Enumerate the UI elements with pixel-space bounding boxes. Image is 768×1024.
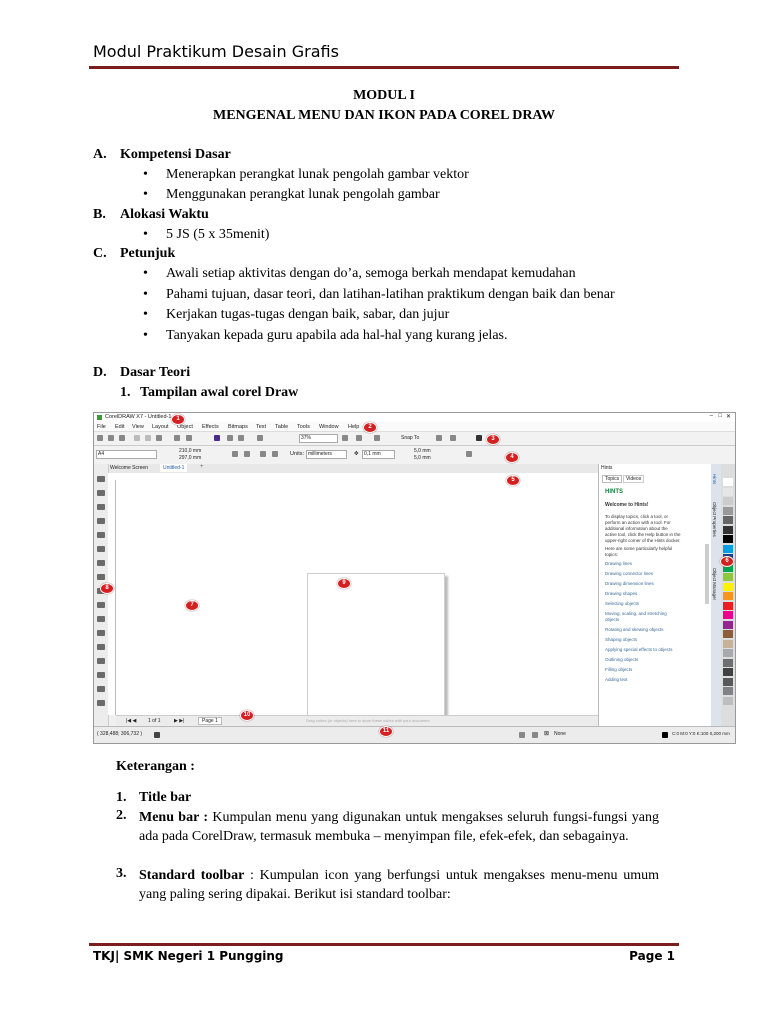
play-icon[interactable] (154, 732, 160, 738)
no-fill-icon: ⊠ (544, 731, 550, 737)
smart-fill-tool-icon[interactable] (97, 700, 105, 706)
docker-title: Hints (601, 465, 613, 471)
hint-link[interactable]: Drawing lines (605, 561, 633, 566)
shape-tool-icon[interactable] (97, 490, 105, 496)
section-c-item: • Awali setiap aktivitas dengan do’a, semoga berkah mendapat kemudahan (166, 266, 576, 282)
section-a-title: Kompetensi Dasar (120, 147, 231, 162)
tab-untitled-1[interactable]: Untitled-1 (160, 464, 187, 472)
hint-link[interactable]: Moving, scaling, and stretching (605, 611, 667, 616)
status-bar (94, 726, 735, 744)
toolbox (94, 464, 109, 726)
section-d-sub-title: Tampilan awal corel Draw (140, 385, 299, 400)
callout-marker: 1 (171, 414, 185, 425)
section-d-title: Dasar Teori (120, 365, 191, 380)
palette-swatch[interactable] (723, 668, 733, 676)
module-title: MENGENAL MENU DAN IKON PADA COREL DRAW (213, 108, 555, 123)
section-b-letter: B. (93, 207, 106, 222)
interactive-fill-tool-icon[interactable] (97, 686, 105, 692)
connector-tool-icon[interactable] (97, 630, 105, 636)
section-d-sub-number: 1. (120, 385, 131, 400)
duplicate-y-field[interactable]: 5,0 mm (414, 455, 431, 461)
hints-intro-line: Here are some particularly helpful (605, 546, 673, 551)
palette-swatch[interactable] (723, 687, 733, 695)
fill-status: None (554, 731, 566, 737)
palette-swatch[interactable] (723, 630, 733, 638)
page-header: Modul Praktikum Desain Grafis (93, 42, 339, 61)
cursor-coordinates: ( 328,488; 306,732 ) (97, 731, 143, 737)
coreldraw-screenshot (93, 412, 736, 744)
hint-link[interactable]: objects (605, 617, 620, 622)
color-eyedropper-tool-icon[interactable] (97, 672, 105, 678)
parallel-dimension-tool-icon[interactable] (97, 616, 105, 622)
show-grid-icon[interactable] (374, 435, 380, 441)
drop-shadow-tool-icon[interactable] (97, 644, 105, 650)
palette-swatch[interactable] (723, 516, 733, 524)
item-number: 2. (116, 808, 127, 823)
rectangle-tool-icon[interactable] (97, 560, 105, 566)
freehand-tool-icon[interactable] (97, 532, 105, 538)
portrait-icon[interactable] (232, 451, 238, 457)
section-c-item: • Kerjakan tugas-tugas dengan baik, sabar, dan jujur (166, 307, 449, 323)
add-tab-icon[interactable]: + (200, 464, 204, 470)
menu-text[interactable]: Text (256, 424, 267, 430)
hints-intro-line: additional information about the (605, 526, 668, 531)
palette-swatch[interactable] (723, 659, 733, 667)
outline-swatch-icon (662, 732, 668, 738)
color-palette (721, 464, 735, 726)
zoom-tool-icon[interactable] (97, 518, 105, 524)
callout-marker: 3 (486, 434, 500, 445)
page-height-field[interactable]: 297,0 mm (179, 455, 202, 461)
outline-status: C:0 M:0 Y:0 K:100 0,200 mm (672, 731, 730, 736)
menu-effects[interactable]: Effects (202, 424, 219, 430)
hints-docker (598, 464, 712, 726)
hint-link[interactable]: Shaping objects (605, 637, 638, 642)
item-paragraph (139, 866, 659, 904)
callout-marker: 9 (337, 578, 351, 589)
drawing-window[interactable] (116, 480, 598, 715)
item-description: : Kumpulan icon yang berfungsi untuk mengakses menu-menu umum yang paling sering dipakai. Berikut isi standard toolbar: (139, 868, 660, 902)
item-term: Menu bar : (139, 810, 209, 825)
page-width-field[interactable]: 210,0 mm (179, 448, 202, 454)
app-icon (97, 415, 102, 420)
menu-window[interactable]: Window (319, 424, 339, 430)
menu-object[interactable]: Object (177, 424, 193, 430)
maximize-icon[interactable]: □ (718, 413, 722, 419)
cut-icon[interactable] (134, 435, 140, 441)
hints-intro-line: active tool, click the Help button in the (605, 532, 681, 537)
new-icon[interactable] (97, 435, 103, 441)
palette-swatch[interactable] (723, 478, 733, 486)
palette-swatch[interactable] (723, 573, 733, 581)
undo-icon[interactable] (174, 435, 180, 441)
paste-icon[interactable] (156, 435, 162, 441)
page-setup-icon[interactable] (466, 451, 472, 457)
palette-swatch[interactable] (723, 507, 733, 515)
palette-swatch[interactable] (723, 640, 733, 648)
hints-intro-line: To display topics, click a tool, or (605, 514, 669, 519)
item-number: 3. (116, 866, 127, 881)
hints-intro-line: perform an action with a tool. For (605, 520, 671, 525)
window-title: CorelDRAW X7 - Untitled-1 (105, 414, 172, 420)
section-a-item: • Menerapkan perangkat lunak pengolah gambar vektor (166, 167, 469, 183)
module-number: MODUL I (353, 88, 415, 103)
callout-marker: 6 (720, 556, 734, 567)
menu-layout[interactable]: Layout (152, 424, 169, 430)
hint-link[interactable]: Outlining objects (605, 657, 639, 662)
property-bar (94, 446, 735, 465)
full-screen-icon[interactable] (342, 435, 348, 441)
menu-help[interactable]: Help (348, 424, 360, 430)
palette-swatch[interactable] (723, 592, 733, 600)
section-a-item: • Menggunakan perangkat lunak pengolah gambar (166, 187, 440, 203)
hint-link[interactable]: Applying special effects to objects (605, 647, 673, 652)
footer-page-number: Page 1 (629, 949, 675, 963)
palette-swatch[interactable] (723, 583, 733, 591)
page-counter: 1 of 1 (148, 718, 161, 724)
zoom-level-field[interactable]: 37% (299, 434, 338, 443)
section-c-letter: C. (93, 246, 107, 261)
hint-link[interactable]: Selecting objects (605, 601, 640, 606)
hint-link[interactable]: Drawing shapes (605, 591, 638, 596)
close-icon[interactable]: ✕ (725, 414, 731, 420)
export-icon[interactable] (238, 435, 244, 441)
side-tab-hints[interactable]: Hints (712, 474, 717, 485)
pick-tool-icon[interactable] (97, 476, 105, 482)
footer-left: TKJ| SMK Negeri 1 Pungging (93, 949, 284, 963)
show-rulers-icon[interactable] (356, 435, 362, 441)
copy-icon[interactable] (145, 435, 151, 441)
callout-marker: 2 (363, 422, 377, 433)
all-pages-icon[interactable] (260, 451, 266, 457)
docker-side-tabs (711, 464, 721, 726)
section-c-item: • Tanyakan kepada guru apabila ada hal-hal yang kurang jelas. (166, 328, 507, 344)
save-icon[interactable] (119, 435, 125, 441)
palette-swatch[interactable] (723, 488, 733, 496)
vertical-ruler (108, 480, 116, 715)
hint-link[interactable]: Drawing dimension lines (605, 581, 654, 586)
artistic-media-tool-icon[interactable] (97, 546, 105, 552)
callout-marker: 4 (505, 452, 519, 463)
callout-marker: 7 (185, 600, 199, 611)
palette-swatch[interactable] (723, 602, 733, 610)
section-a-letter: A. (93, 147, 107, 162)
publish-pdf-icon[interactable] (257, 435, 263, 441)
nudge-distance-field[interactable]: 0,1 mm (362, 450, 395, 459)
section-c-title: Petunjuk (120, 246, 176, 261)
tab-page-1[interactable]: Page 1 (198, 717, 222, 725)
section-c-item: • Pahami tujuan, dasar teori, dan latihan-latihan praktikum dengan baik dan benar (166, 287, 615, 303)
transparency-tool-icon[interactable] (97, 658, 105, 664)
section-b-item: • 5 JS (5 x 35menit) (166, 227, 269, 243)
menu-view[interactable]: View (132, 424, 144, 430)
callout-marker: 11 (379, 726, 393, 737)
palette-swatch[interactable] (723, 497, 733, 505)
tab-welcome-screen[interactable]: Welcome Screen (110, 465, 148, 471)
standard-toolbar (94, 432, 735, 446)
document-color-icon[interactable] (519, 732, 525, 738)
palette-swatch[interactable] (723, 649, 733, 657)
item-number: 1. (116, 790, 127, 805)
hint-link[interactable]: Drawing connector lines (605, 571, 654, 576)
nudge-icon: ✥ (354, 451, 359, 457)
callout-marker: 8 (100, 583, 114, 594)
title-bar (94, 413, 735, 422)
hint-link[interactable]: Filling objects (605, 667, 633, 672)
hints-intro-line: topics: (605, 552, 619, 557)
redo-icon[interactable] (186, 435, 192, 441)
callout-marker: 5 (506, 475, 520, 486)
page-preset-dropdown[interactable]: A4 (96, 450, 157, 459)
docker-scrollbar[interactable] (705, 544, 709, 604)
ellipse-tool-icon[interactable] (97, 574, 105, 580)
snap-to-dropdown[interactable]: Snap To (401, 435, 420, 441)
landscape-icon[interactable] (244, 451, 250, 457)
tab-videos[interactable]: Videos (623, 475, 644, 483)
current-page-icon[interactable] (272, 451, 278, 457)
crop-tool-icon[interactable] (97, 504, 105, 510)
menu-bitmaps[interactable]: Bitmaps (228, 424, 248, 430)
menu-file[interactable]: File (97, 424, 106, 430)
side-tab-object-properties[interactable]: Object Properties (712, 502, 717, 537)
header-rule (89, 66, 679, 69)
section-d-letter: D. (93, 365, 107, 380)
minimize-icon[interactable]: – (709, 413, 713, 419)
hints-heading: Welcome to Hints! (605, 502, 649, 508)
units-label: Units: (290, 451, 305, 457)
first-page-icon[interactable]: |◀ ◀ (126, 718, 137, 724)
tab-topics[interactable]: Topics (602, 475, 622, 483)
fill-icon[interactable] (532, 732, 538, 738)
application-launcher-icon[interactable] (450, 435, 456, 441)
item-description: Kumpulan menu yang digunakan untuk mengakses seluruh fungsi-fungsi yang ada pada CorelDraw, termasuk membuka – menyimpan file, efek-efek, dan sebagainya. (139, 810, 659, 844)
keterangan-title: Keterangan : (116, 759, 195, 774)
open-icon[interactable] (108, 435, 114, 441)
text-tool-icon[interactable] (97, 602, 105, 608)
last-page-icon[interactable]: ▶ ▶| (174, 718, 185, 724)
section-b-title: Alokasi Waktu (120, 207, 209, 222)
palette-swatch[interactable] (723, 678, 733, 686)
hint-link[interactable]: Adding text (605, 677, 628, 682)
hints-logo: HINTS (605, 489, 623, 495)
callout-marker: 10 (240, 710, 254, 721)
item-term: Title bar (139, 790, 192, 805)
palette-swatch[interactable] (723, 621, 733, 629)
monitor-icon[interactable] (476, 435, 482, 441)
menu-tools[interactable]: Tools (297, 424, 310, 430)
menu-edit[interactable]: Edit (115, 424, 125, 430)
item-paragraph (139, 808, 659, 846)
footer-rule (89, 943, 679, 946)
side-tab-object-manager[interactable]: Object Manager (712, 568, 717, 601)
palette-swatch[interactable] (723, 535, 733, 543)
palette-swatch[interactable] (723, 545, 733, 553)
palette-swatch[interactable] (723, 697, 733, 705)
menu-table[interactable]: Table (275, 424, 289, 430)
palette-swatch[interactable] (723, 611, 733, 619)
search-content-icon[interactable] (214, 435, 220, 441)
duplicate-x-field[interactable]: 5,0 mm (414, 448, 431, 454)
hint-link[interactable]: Rotating and skewing objects (605, 627, 664, 632)
hints-intro-line: upper-right corner of the Hints docker. (605, 538, 681, 543)
options-icon[interactable] (436, 435, 442, 441)
units-dropdown[interactable]: millimeters (306, 450, 347, 459)
item-term: Standard toolbar (139, 868, 245, 883)
status-hint: Drag colors (or objects) here to store these colors with your document (306, 718, 430, 723)
import-icon[interactable] (227, 435, 233, 441)
palette-swatch[interactable] (723, 526, 733, 534)
